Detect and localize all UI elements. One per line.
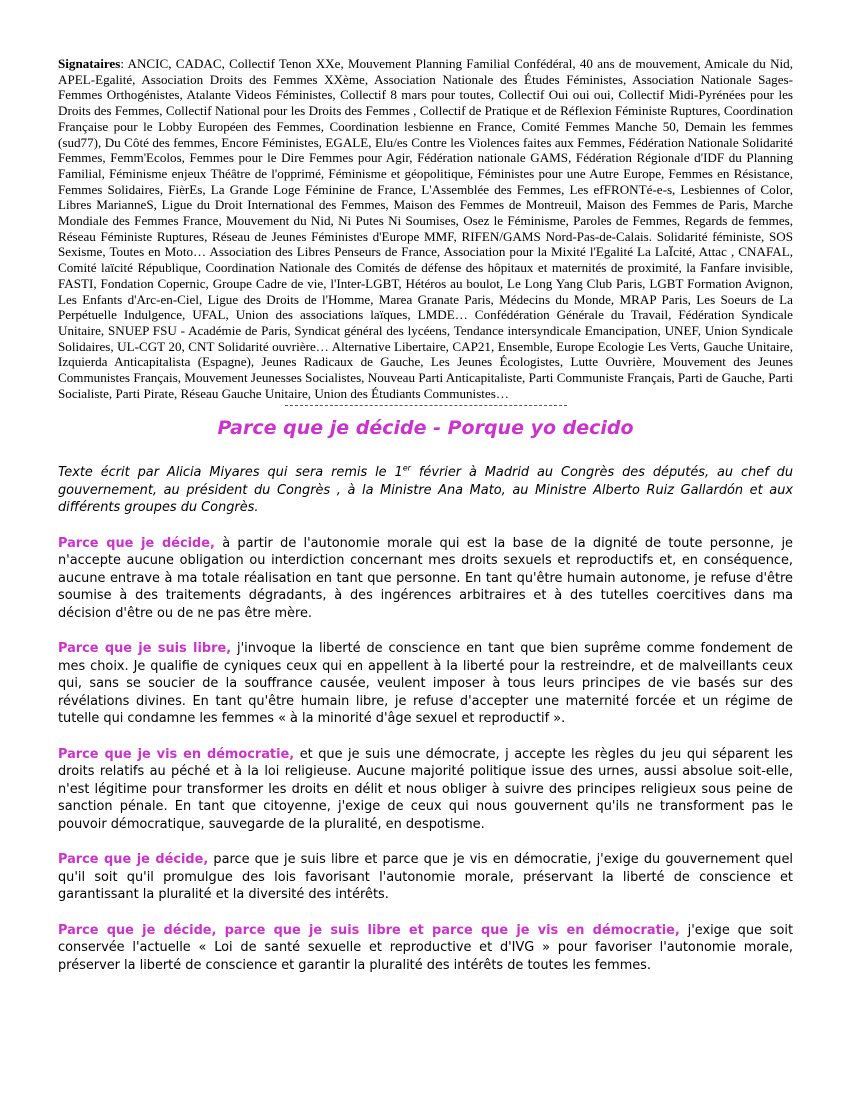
paragraph-lead: Parce que je décide, (58, 852, 209, 868)
intro-text-end: février à Madrid au Congrès des députés, au chef du gouvernement, au président du Congrès , à la Ministre Ana Mato, au Ministre Alberto Ruiz Gallardón et aux différents groupes du Congrès. (58, 465, 794, 516)
signatories-label: Signataires (58, 56, 121, 71)
paragraph-lead: Parce que je vis en démocratie, (58, 746, 295, 762)
intro-paragraph (58, 464, 793, 517)
paragraph-text: j'invoque la liberté de conscience en tant que bien suprême comme fondement de mes choix. Je qualifie de cyniques ceux qui en appellent à la liberté pour la restreindre, et de malveillants ceux qui, sans se soucier de la souffrance causée, veulent imposer à tous leurs principes de vie basés sur des révélations divines. En tant qu'être humain libre, je refuse d'accepter une maternité forcée et un régime de tutelle qui condamne les femmes « à la minorité d'âge sexuel et reproductif ». (58, 641, 793, 727)
paragraph-4 (58, 851, 793, 904)
signatories-paragraph (58, 56, 793, 401)
paragraph-text: et que je suis une démocrate, j accepte les règles du jeu qui séparent les droits relatifs au péché et à la loi religieuse. Aucune majorité politique issue des urnes, aussi absolue soit-elle, n'est légitime pour transformer les droits en délit et nous obliger à suivre des principes religieux sous peine de sanction pénale. En tant que citoyenne, j'exige de ceux qui nous gouvernent qu'ils ne transforment pas le pouvoir démocratique, sauvegarde de la pluralité, en despotisme. (58, 746, 793, 832)
paragraph-text: à partir de l'autonomie morale qui est la base de la dignité de toute personne, je n'accepte aucune obligation ou interdiction concernant mes droits sexuels et reproductifs et, en conséquence, aucune entrave à ma totale réalisation en tant que personne. En tant qu'être humain autonome, je refuse d'être soumise à des traitements dégradants, à des ingérences arbitraires et à des tutelles coercitives dans ma décision d'être ou de ne pas être mère. (58, 535, 793, 621)
paragraph-text: parce que je suis libre et parce que je vis en démocratie, j'exige du gouvernement quel qu'il soit qu'il promulgue des lois favorisant l'autonomie morale, préservant la liberté de conscience et garantissant la pluralité et la diversité des intérêts. (58, 852, 793, 903)
intro-superscript: er (402, 464, 411, 474)
document-page (58, 56, 793, 974)
paragraph-5 (58, 922, 793, 975)
paragraph-lead: Parce que je décide, parce que je suis libre et parce que je vis en démocratie, (58, 922, 680, 938)
paragraph-1 (58, 535, 793, 623)
intro-text-start: Texte écrit par Alicia Miyares qui sera remis le 1 (58, 465, 403, 481)
paragraph-2 (58, 640, 793, 728)
section-divider (285, 405, 567, 406)
paragraph-lead: Parce que je décide, (58, 535, 215, 551)
document-title: Parce que je décide - Porque yo decido (217, 417, 634, 440)
paragraph-lead: Parce que je suis libre, (58, 641, 232, 657)
paragraph-3 (58, 746, 793, 834)
paragraph-text: j'exige que soit conservée l'actuelle « Loi de santé sexuelle et reproductive et d'IVG » pour favoriser l'autonomie morale, préserver la liberté de conscience et garantir la pluralité des intérêts de toutes les femmes. (58, 922, 793, 973)
signatories-list: : ANCIC, CADAC, Collectif Tenon XXe, Mouvement Planning Familial Confédéral, 40 ans de mouvement, Amicale du Nid, APEL-Egalité, Association Droits des Femmes XXème, Association Nationale des Études Féministes, Association Nationale Sages-Femmes Orthogénistes, Atalante Videos Féministes, Collectif 8 mars pour toutes, Collectif Oui oui oui, Collectif Midi-Pyrénées pour les Droits des Femmes, Collectif National pour les Droits des Femmes , Collectif de Pratique et de Réflexion Féministe Ruptures, Coordination Française pour le Lobby Européen des Femmes, Coordination lesbienne en France, Comité Femmes Manche 50, Demain les femmes (sud77), Du Côté des femmes, Encore Féministes, EGALE, Elu/es Contre les Violences faites aux Femmes, Fédération Nationale Solidarité Femmes, Femm'Ecolos, Femmes pour le Dire Femmes pour Agir, Fédération nationale GAMS, Fédération Régionale d'IDF du Planning Familial, Féminisme enjeux Théâtre de l'opprimé, Féminisme et géopolitique, Féministes pour une Autre Europe, Femmes en Résistance, Femmes Solidaires, FièrEs, La Grande Loge Féminine de France, L'Assemblée des Femmes, Les efFRONTé-e-s, Lesbiennes of Color, Libres MarianneS, Ligue du Droit International des Femmes, Maison des Femmes de Montreuil, Maison des Femmes de Paris, Marche Mondiale des Femmes France, Mouvement du Nid, Ni Putes Ni Soumises, Osez le Féminisme, Paroles de Femmes, Regards de femmes, Réseau Féministe Ruptures, Réseau de Jeunes Féministes d'Europe MMF, RIFEN/GAMS Nord-Pas-de-Calais. Solidarité féministe, SOS Sexisme, Toutes en Moto… Association des Libres Penseurs de France, Association pour la Mixité l'Egalité La LaÏcité, Attac , CNAFAL, Comité laïcité République, Coordination Nationale des Comités de défense des hôpitaux et maternités de proximité, la Fanfare invisible, FASTI, Fondation Copernic, Groupe Cadre de vie, l'Inter-LGBT, Hétéros au boulot, Le Long Yang Club Paris, LGBT Formation Avignon, Les Enfants d'Arc-en-Ciel, Ligue des Droits de l'Homme, Marea Granate Paris, Médecins du Monde, MRAP Paris, Les Soeurs de La Perpétuelle Indulgence, UFAL, Union des associations laïques, LMDE… Confédération Générale du Travail, Fédération Syndicale Unitaire, SNUEP FSU - Académie de Paris, Syndicat général des lycéens, Tendance intersyndicale Emancipation, UNEF, Union Syndicale Solidaires, UL-CGT 20, CNT Solidarité ouvrière… Alternative Libertaire, CAP21, Ensemble, Europe Ecologie Les Verts, Gauche Unitaire, Izquierda Anticapitalista (Espagne), Jeunes Radicaux de Gauche, Les Jeunes Écologistes, Lutte Ouvrière, Mouvement des Jeunes Communistes Français, Mouvement Jeunesses Socialistes, Nouveau Parti Anticapitaliste, Parti Communiste Français, Parti de Gauche, Parti Socialiste, Parti Pirate, Réseau Gauche Unitaire, Union des Étudiants Communistes… (58, 56, 793, 401)
